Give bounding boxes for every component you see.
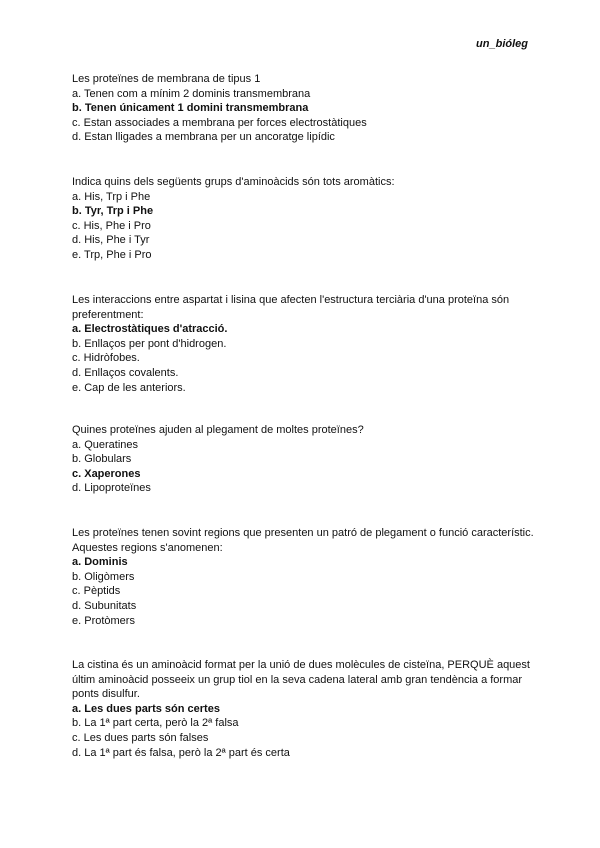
option-e: e. Trp, Phe i Pro — [72, 248, 152, 261]
option-c-correct: c. Xaperones — [72, 467, 141, 480]
option-a-correct: a. Electrostàtiques d'atracció. — [72, 323, 228, 336]
question-text: Les proteïnes tenen sovint regions que presenten un patró de plegament o funció característic. Aquestes regions s'anomenen: — [72, 527, 534, 554]
option-e: e. Cap de les anteriors. — [72, 381, 186, 394]
option-b: b. Enllaços per pont d'hidrogen. — [72, 337, 227, 350]
option-c: c. Estan associades a membrana per forces electrostàtiques — [72, 116, 367, 129]
option-b: b. Oligòmers — [72, 570, 135, 583]
question-text: Indica quins dels següents grups d'aminoàcids són tots aromàtics: — [72, 176, 395, 188]
question-text: Les proteïnes de membrana de tipus 1 — [72, 73, 261, 85]
option-d: d. La 1ª part és falsa, però la 2ª part és certa — [72, 746, 290, 759]
question-6 — [72, 658, 542, 760]
option-d: d. His, Phe i Tyr — [72, 234, 150, 247]
option-c: c. His, Phe i Pro — [72, 219, 151, 232]
option-a: a. His, Trp i Phe — [72, 190, 151, 203]
option-c: c. Hidròfobes. — [72, 352, 140, 365]
option-a-correct: a. Les dues parts són certes — [72, 702, 220, 715]
question-4 — [72, 423, 542, 496]
option-a: a. Tenen com a mínim 2 dominis transmembrana — [72, 87, 311, 100]
option-b-correct: b. Tyr, Trp i Phe — [72, 205, 154, 218]
question-text: La cistina és un aminoàcid format per la unió de dues molècules de cisteïna, PERQUÈ aquest últim aminoàcid posseeix un grup tiol en la seva cadena lateral amb gran tendència a formar ponts disulfur. — [72, 659, 530, 701]
header-author: un_bióleg — [476, 38, 528, 50]
option-d: d. Lipoproteïnes — [72, 482, 151, 495]
option-a-correct: a. Dominis — [72, 556, 128, 569]
question-2 — [72, 175, 542, 263]
option-a: a. Queratines — [72, 438, 139, 451]
option-c: c. Pèptids — [72, 585, 121, 598]
question-3 — [72, 293, 542, 395]
option-b-correct: b. Tenen únicament 1 domini transmembrana — [72, 102, 309, 115]
option-c: c. Les dues parts són falses — [72, 731, 209, 744]
option-d: d. Estan lligades a membrana per un ancoratge lipídic — [72, 131, 335, 144]
question-5 — [72, 526, 542, 628]
option-d: d. Enllaços covalents. — [72, 366, 179, 379]
option-e: e. Protòmers — [72, 614, 135, 627]
question-text: Quines proteïnes ajuden al plegament de moltes proteïnes? — [72, 424, 364, 436]
option-d: d. Subunitats — [72, 599, 137, 612]
question-text: Les interaccions entre aspartat i lisina que afecten l'estructura terciària d'una proteïna són preferentment: — [72, 294, 510, 321]
option-b: b. Globulars — [72, 453, 132, 466]
question-1 — [72, 72, 542, 145]
option-b: b. La 1ª part certa, però la 2ª falsa — [72, 717, 239, 730]
